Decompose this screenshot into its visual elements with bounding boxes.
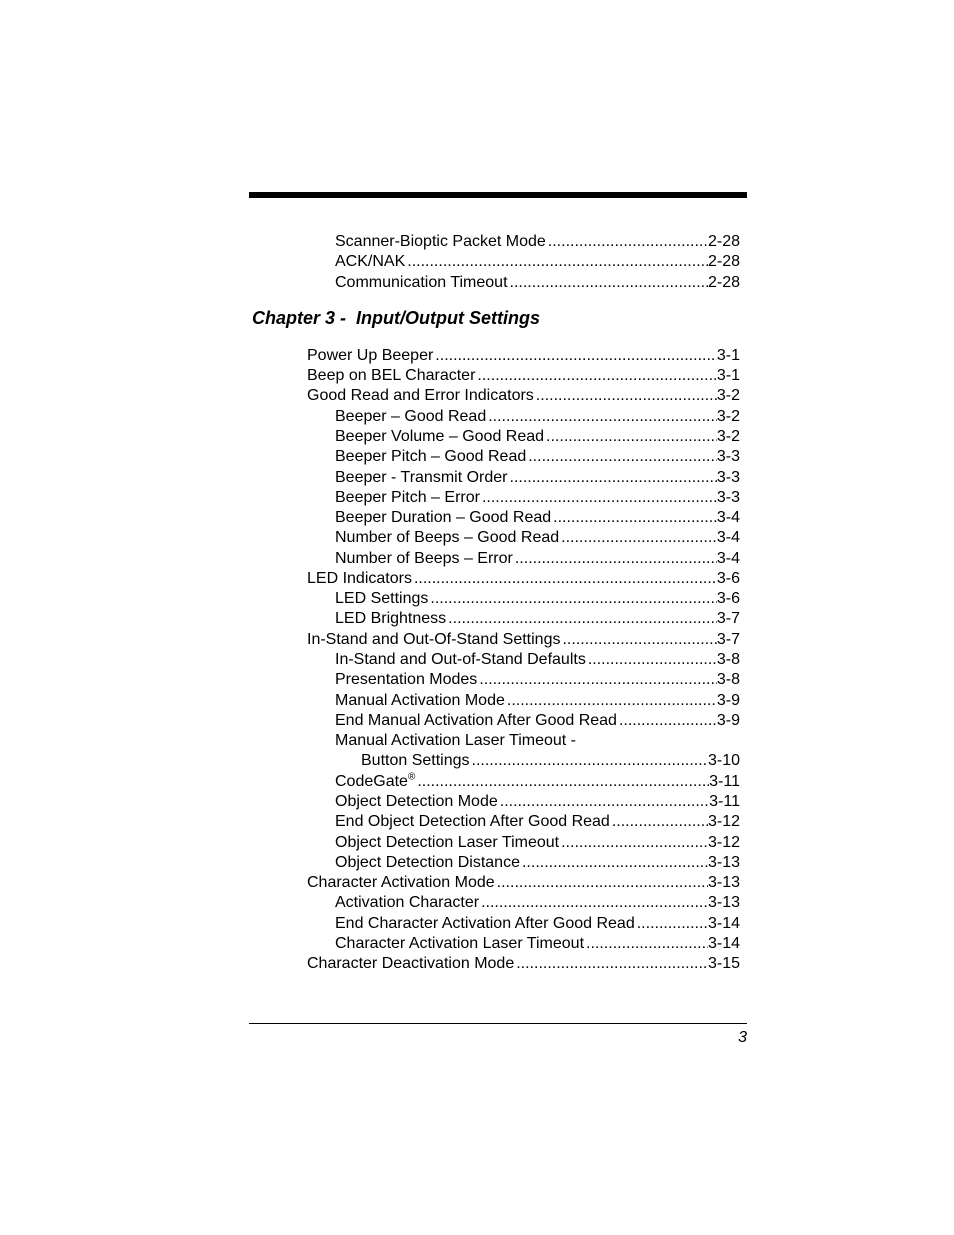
toc-entry-title: Beeper - Transmit Order <box>335 469 508 486</box>
toc-entry-title: Object Detection Laser Timeout <box>335 834 560 851</box>
toc-leader-dots <box>415 772 709 792</box>
toc-entry[interactable] <box>335 508 740 528</box>
toc-entry-title: Character Activation Laser Timeout <box>335 935 585 952</box>
toc-leader-dots <box>479 893 708 913</box>
toc-entry[interactable] <box>335 252 740 272</box>
toc-leader-dots <box>586 650 717 670</box>
toc-entry[interactable] <box>307 873 740 893</box>
toc-leader-dots <box>480 488 717 508</box>
toc-leader-dots <box>405 252 708 272</box>
toc-entry-title: Button Settings <box>361 752 470 769</box>
toc-leader-dots <box>534 386 717 406</box>
toc-leader-dots <box>526 447 717 467</box>
toc-entry[interactable] <box>335 232 740 252</box>
toc-entry-page: 3-12 <box>707 834 740 851</box>
toc-entry-title: Object Detection Mode <box>335 793 498 810</box>
toc-leader-dots <box>475 366 716 386</box>
toc-entry-page: 3-2 <box>716 408 740 425</box>
toc-leader-dots <box>513 549 717 569</box>
toc-entry-page: 3-4 <box>716 509 740 526</box>
toc-entry-title: Beeper Duration – Good Read <box>335 509 552 526</box>
toc-entry-title: Beep on BEL Character <box>307 367 476 384</box>
toc-leader-dots <box>610 812 708 832</box>
toc-entry[interactable] <box>335 934 740 954</box>
toc-entry-title: Scanner-Bioptic Packet Mode <box>335 233 546 250</box>
toc-entry-title: ACK/NAK <box>335 253 406 270</box>
toc-leader-dots <box>560 630 716 650</box>
toc-entry-page: 3-12 <box>707 813 740 830</box>
toc-entry[interactable] <box>307 630 740 650</box>
toc-entry-page: 3-3 <box>716 448 740 465</box>
toc-entry[interactable] <box>335 711 740 731</box>
registered-mark: ® <box>407 771 416 783</box>
toc-entry-page: 3-11 <box>709 793 740 810</box>
toc-entry-title: Beeper Pitch – Good Read <box>335 448 527 465</box>
toc-entry-title: Object Detection Distance <box>335 854 520 871</box>
toc-entry[interactable] <box>335 893 740 913</box>
toc-leader-dots <box>495 873 708 893</box>
toc-entry-title: Beeper – Good Read <box>335 408 487 425</box>
toc-entry-page: 3-4 <box>716 550 740 567</box>
toc-entry[interactable] <box>335 488 740 508</box>
toc-entry[interactable] <box>307 346 740 366</box>
toc-entry-title: Character Deactivation Mode <box>307 955 515 972</box>
toc-leader-dots <box>544 427 717 447</box>
toc-entry-page: 3-8 <box>716 651 740 668</box>
toc-leader-dots <box>477 670 717 690</box>
toc-entry-title: End Character Activation After Good Read <box>335 915 635 932</box>
toc-entry-page: 3-14 <box>707 935 740 952</box>
toc-entry-title: End Manual Activation After Good Read <box>335 712 617 729</box>
toc-leader-dots <box>546 232 708 252</box>
toc-leader-dots <box>446 609 717 629</box>
toc-entry-continuation[interactable] <box>361 751 740 771</box>
toc-entry-title: Good Read and Error Indicators <box>307 387 534 404</box>
toc-entry[interactable] <box>307 954 740 974</box>
toc-entry-page: 2-28 <box>707 233 740 250</box>
toc-leader-dots <box>412 569 717 589</box>
toc-entry-page: 3-13 <box>707 894 740 911</box>
toc-entry-page: 3-14 <box>707 915 740 932</box>
toc-leader-dots <box>520 853 708 873</box>
toc-entry-page: 3-3 <box>716 469 740 486</box>
toc-leader-dots <box>551 508 717 528</box>
toc-entry[interactable] <box>335 670 740 690</box>
toc-entry[interactable] <box>335 273 740 293</box>
toc-entry[interactable] <box>335 812 740 832</box>
toc-entry[interactable] <box>335 468 740 488</box>
toc-entry-page: 3-3 <box>716 489 740 506</box>
toc-entry-title: In-Stand and Out-Of-Stand Settings <box>307 631 561 648</box>
toc-entry-title: Number of Beeps – Good Read <box>335 529 560 546</box>
toc-entry[interactable] <box>335 691 740 711</box>
toc-entry-title: Character Activation Mode <box>307 874 495 891</box>
toc-entry-wrapped[interactable] <box>335 731 740 751</box>
toc-entry[interactable] <box>335 407 740 427</box>
toc-entry-title: In-Stand and Out-of-Stand Defaults <box>335 651 586 668</box>
toc-leader-dots <box>433 346 717 366</box>
toc-entry-page: 3-1 <box>716 367 740 384</box>
chapter-heading: Chapter 3 - Input/Output Settings <box>252 308 540 328</box>
page-number: 3 <box>738 1029 747 1046</box>
toc-entry-page: 3-6 <box>716 590 740 607</box>
toc-entry-title: Presentation Modes <box>335 671 478 688</box>
toc-entry[interactable] <box>335 549 740 569</box>
toc-entry-page: 3-10 <box>707 752 740 769</box>
toc-entry[interactable] <box>335 853 740 873</box>
toc-leader-dots <box>635 914 708 934</box>
toc-entry[interactable] <box>335 650 740 670</box>
toc-entry-title: Beeper Volume – Good Read <box>335 428 545 445</box>
toc-leader-dots <box>508 468 717 488</box>
toc-entry-title: LED Indicators <box>307 570 412 587</box>
toc-entry-title <box>335 772 415 792</box>
toc-leader-dots <box>584 934 708 954</box>
toc-leader-dots <box>617 711 717 731</box>
toc-entry-page: 3-11 <box>709 773 740 790</box>
toc-entry-title: LED Settings <box>335 590 429 607</box>
toc-entry[interactable] <box>335 833 740 853</box>
toc-entry-page: 3-7 <box>716 631 740 648</box>
toc-entry[interactable] <box>335 914 740 934</box>
toc-leader-dots <box>559 528 717 548</box>
toc-entry[interactable] <box>335 447 740 467</box>
toc-leader-dots <box>498 792 709 812</box>
toc-entry-page: 3-2 <box>716 428 740 445</box>
toc-entry[interactable] <box>335 609 740 629</box>
toc-entry-title-text: CodeGate <box>335 773 408 790</box>
toc-leader-dots <box>486 407 717 427</box>
toc-leader-dots <box>428 589 716 609</box>
toc-entry-page: 3-4 <box>716 529 740 546</box>
toc-entry-title: LED Brightness <box>335 610 447 627</box>
toc-entry-title: Power Up Beeper <box>307 347 434 364</box>
toc-entry-page: 3-7 <box>716 610 740 627</box>
toc-entry[interactable] <box>335 792 740 812</box>
toc-entry-title: Beeper Pitch – Error <box>335 489 480 506</box>
footer-rule <box>249 1023 747 1024</box>
toc-entry-page: 3-13 <box>707 854 740 871</box>
header-rule <box>249 192 747 198</box>
toc-entry-page: 3-1 <box>716 347 740 364</box>
toc-entry[interactable] <box>307 569 740 589</box>
toc-leader-dots <box>505 691 717 711</box>
toc-entry-page: 3-9 <box>716 712 740 729</box>
toc-entry-title: End Object Detection After Good Read <box>335 813 610 830</box>
toc-entry-page: 3-9 <box>716 692 740 709</box>
toc-entry-page: 3-6 <box>716 570 740 587</box>
toc-leader-dots <box>508 273 708 293</box>
toc-entry[interactable] <box>307 366 740 386</box>
toc-entry[interactable] <box>335 427 740 447</box>
toc-entry-title: Activation Character <box>335 894 480 911</box>
toc-entry-page: 3-15 <box>707 955 740 972</box>
toc-leader-dots <box>470 751 708 771</box>
toc-leader-dots <box>514 954 708 974</box>
toc-entry-page: 3-2 <box>716 387 740 404</box>
toc-entry-title: Manual Activation Laser Timeout - <box>335 732 577 749</box>
toc-entry[interactable] <box>335 772 740 792</box>
toc-entry[interactable] <box>335 589 740 609</box>
toc-leader-dots <box>559 833 708 853</box>
toc-entry[interactable] <box>335 528 740 548</box>
toc-entry-title: Manual Activation Mode <box>335 692 505 709</box>
toc-entry-page: 3-13 <box>707 874 740 891</box>
toc-entry-page: 3-8 <box>716 671 740 688</box>
toc-entry-title: Number of Beeps – Error <box>335 550 513 567</box>
toc-entry[interactable] <box>307 386 740 406</box>
toc-entry-page: 2-28 <box>707 274 740 291</box>
toc-entry-title: Communication Timeout <box>335 274 508 291</box>
toc-entry-page: 2-28 <box>707 253 740 270</box>
